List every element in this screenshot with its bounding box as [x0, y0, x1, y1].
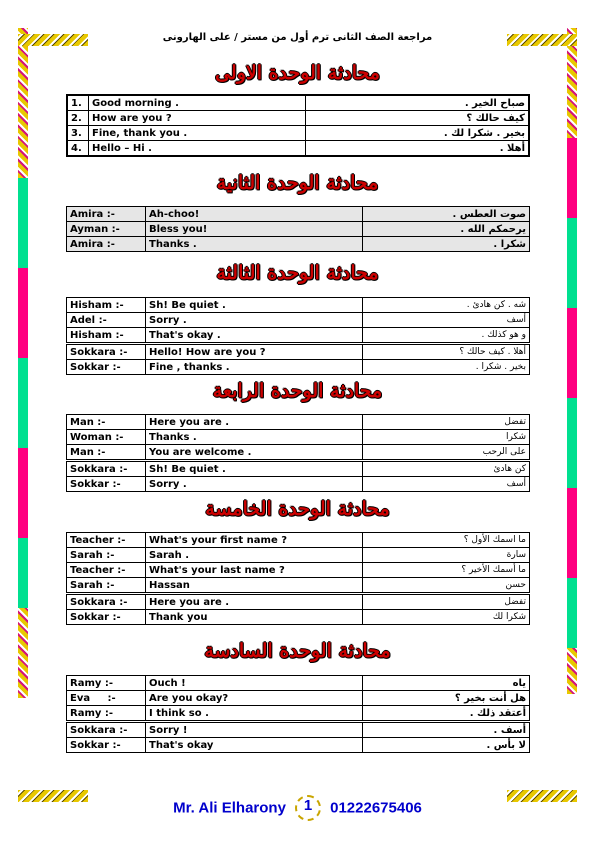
english-phrase: Sarah .	[146, 548, 363, 563]
arabic-translation: ما اسمك الأول ؟	[363, 533, 530, 548]
english-phrase: Sh! Be quiet .	[146, 298, 363, 313]
unit-3-title: محادثة الوحدة الثالثة	[216, 262, 379, 284]
table-row	[67, 548, 530, 563]
unit-1-title: محادثة الوحدة الاولى	[215, 62, 380, 84]
unit-4-table	[66, 414, 530, 492]
table-row	[67, 578, 530, 594]
table-row	[67, 344, 530, 360]
english-phrase: How are you ?	[89, 111, 306, 126]
english-phrase: Ouch !	[146, 676, 363, 691]
arabic-translation: صباح الخير .	[306, 95, 530, 111]
arabic-translation: أعتقد ذلك .	[363, 706, 530, 722]
speaker-name: Sokkar :-	[67, 738, 146, 753]
english-phrase: That's okay .	[146, 328, 363, 344]
table-row	[67, 126, 529, 141]
table-row	[67, 610, 530, 625]
english-phrase: Sh! Be quiet .	[146, 461, 363, 477]
table-row	[67, 111, 529, 126]
arabic-translation: أسف	[363, 477, 530, 492]
speaker-name: Amira :-	[67, 207, 146, 222]
speaker-name: Man :-	[67, 445, 146, 461]
arabic-translation: شكرا .	[363, 237, 530, 252]
phone-number: 01222675406	[330, 799, 422, 817]
arabic-translation: ياه	[363, 676, 530, 691]
english-phrase: Here you are .	[146, 594, 363, 610]
english-phrase: Fine, thank you .	[89, 126, 306, 141]
unit-5-table	[66, 532, 530, 625]
table-row	[67, 95, 529, 111]
table-row	[67, 328, 530, 344]
english-phrase: Here you are .	[146, 415, 363, 430]
arabic-translation: أسف	[363, 313, 530, 328]
speaker-name: Sokkar :-	[67, 477, 146, 492]
english-phrase: What's your first name ?	[146, 533, 363, 548]
unit-6-table	[66, 675, 530, 753]
english-phrase: Ah-choo!	[146, 207, 363, 222]
speaker-name: Sarah :-	[67, 578, 146, 594]
unit-4-title: محادثة الوحدة الرابعة	[212, 380, 383, 402]
speaker-name: Sokkara :-	[67, 461, 146, 477]
row-number: 1.	[67, 95, 89, 111]
speaker-name: Ramy :-	[67, 676, 146, 691]
arabic-translation: تفضل	[363, 415, 530, 430]
arabic-translation: هل أنت بخير ؟	[363, 691, 530, 706]
arabic-translation: ما أسمك الأخير ؟	[363, 563, 530, 578]
english-phrase: That's okay	[146, 738, 363, 753]
english-phrase: Hello! How are you ?	[146, 344, 363, 360]
page-header: مراجعة الصف الثانى ترم أول من مستر / على الهارونى	[162, 32, 433, 43]
speaker-name: Adel :-	[67, 313, 146, 328]
table-row	[67, 430, 530, 445]
page-footer	[0, 795, 595, 821]
table-row	[67, 445, 530, 461]
table-row	[67, 477, 530, 492]
english-phrase: Sorry !	[146, 722, 363, 738]
unit-2-table	[66, 206, 530, 252]
speaker-name: Sarah :-	[67, 548, 146, 563]
arabic-translation: يرحمكم الله .	[363, 222, 530, 237]
arabic-translation: كن هادئ	[363, 461, 530, 477]
english-phrase: Good morning .	[89, 95, 306, 111]
arabic-translation: كيف حالك ؟	[306, 111, 530, 126]
table-row	[67, 141, 529, 157]
english-phrase: Thanks .	[146, 430, 363, 445]
english-phrase: I think so .	[146, 706, 363, 722]
left-border-frame	[18, 28, 28, 794]
speaker-name: Ayman :-	[67, 222, 146, 237]
table-row	[67, 222, 530, 237]
english-phrase: Thanks .	[146, 237, 363, 252]
speaker-name: Teacher :-	[67, 533, 146, 548]
table-row	[67, 461, 530, 477]
arabic-translation: شكرا لك	[363, 610, 530, 625]
speaker-name: Sokkara :-	[67, 594, 146, 610]
table-row	[67, 533, 530, 548]
table-row	[67, 722, 530, 738]
unit-2-title: محادثة الوحدة الثانية	[216, 172, 379, 194]
english-phrase: What's your last name ?	[146, 563, 363, 578]
page-number-badge: 1	[295, 795, 321, 821]
arabic-translation: سارة	[363, 548, 530, 563]
arabic-translation: صوت العطس .	[363, 207, 530, 222]
arabic-translation: لا بأس .	[363, 738, 530, 753]
arabic-translation: بخير . شكرا .	[363, 360, 530, 375]
speaker-name: Man :-	[67, 415, 146, 430]
english-phrase: Thank you	[146, 610, 363, 625]
speaker-name: Woman :-	[67, 430, 146, 445]
row-number: 4.	[67, 141, 89, 157]
speaker-name: Sokkara :-	[67, 344, 146, 360]
table-row	[67, 207, 530, 222]
right-border-frame	[567, 28, 577, 794]
english-phrase: Are you okay?	[146, 691, 363, 706]
speaker-name: Hisham :-	[67, 328, 146, 344]
arabic-translation: شكرا	[363, 430, 530, 445]
table-row	[67, 738, 530, 753]
speaker-name: Ramy :-	[67, 706, 146, 722]
table-row	[67, 360, 530, 375]
unit-5-title: محادثة الوحدة الخامسة	[205, 498, 390, 520]
table-row	[67, 691, 530, 706]
english-phrase: You are welcome .	[146, 445, 363, 461]
arabic-translation: بخير . شكرا لك .	[306, 126, 530, 141]
speaker-name: Sokkara :-	[67, 722, 146, 738]
arabic-translation: أهلا . كيف حالك ؟	[363, 344, 530, 360]
arabic-translation: على الرحب	[363, 445, 530, 461]
speaker-name: Sokkar :-	[67, 610, 146, 625]
table-row	[67, 676, 530, 691]
unit-1-table	[66, 94, 530, 157]
unit-6-title: محادثة الوحدة السادسة	[204, 640, 391, 662]
english-phrase: Sorry .	[146, 313, 363, 328]
row-number: 3.	[67, 126, 89, 141]
arabic-translation: تفضل	[363, 594, 530, 610]
table-row	[67, 237, 530, 252]
table-row	[67, 706, 530, 722]
speaker-name: Teacher :-	[67, 563, 146, 578]
table-row	[67, 298, 530, 313]
english-phrase: Fine , thanks .	[146, 360, 363, 375]
table-row	[67, 415, 530, 430]
arabic-translation: شه . كن هادئ .	[363, 298, 530, 313]
table-row	[67, 563, 530, 578]
arabic-translation: حسن	[363, 578, 530, 594]
table-row	[67, 313, 530, 328]
arabic-translation: أسف .	[363, 722, 530, 738]
row-number: 2.	[67, 111, 89, 126]
arabic-translation: و هو كذلك .	[363, 328, 530, 344]
speaker-name: Sokkar :-	[67, 360, 146, 375]
speaker-name: Amira :-	[67, 237, 146, 252]
speaker-name: Eva :-	[67, 691, 146, 706]
unit-3-table	[66, 297, 530, 375]
english-phrase: Sorry .	[146, 477, 363, 492]
english-phrase: Bless you!	[146, 222, 363, 237]
table-row	[67, 594, 530, 610]
arabic-translation: أهلا .	[306, 141, 530, 157]
english-phrase: Hassan	[146, 578, 363, 594]
english-phrase: Hello – Hi .	[89, 141, 306, 157]
author-name: Mr. Ali Elharony	[173, 799, 286, 817]
speaker-name: Hisham :-	[67, 298, 146, 313]
